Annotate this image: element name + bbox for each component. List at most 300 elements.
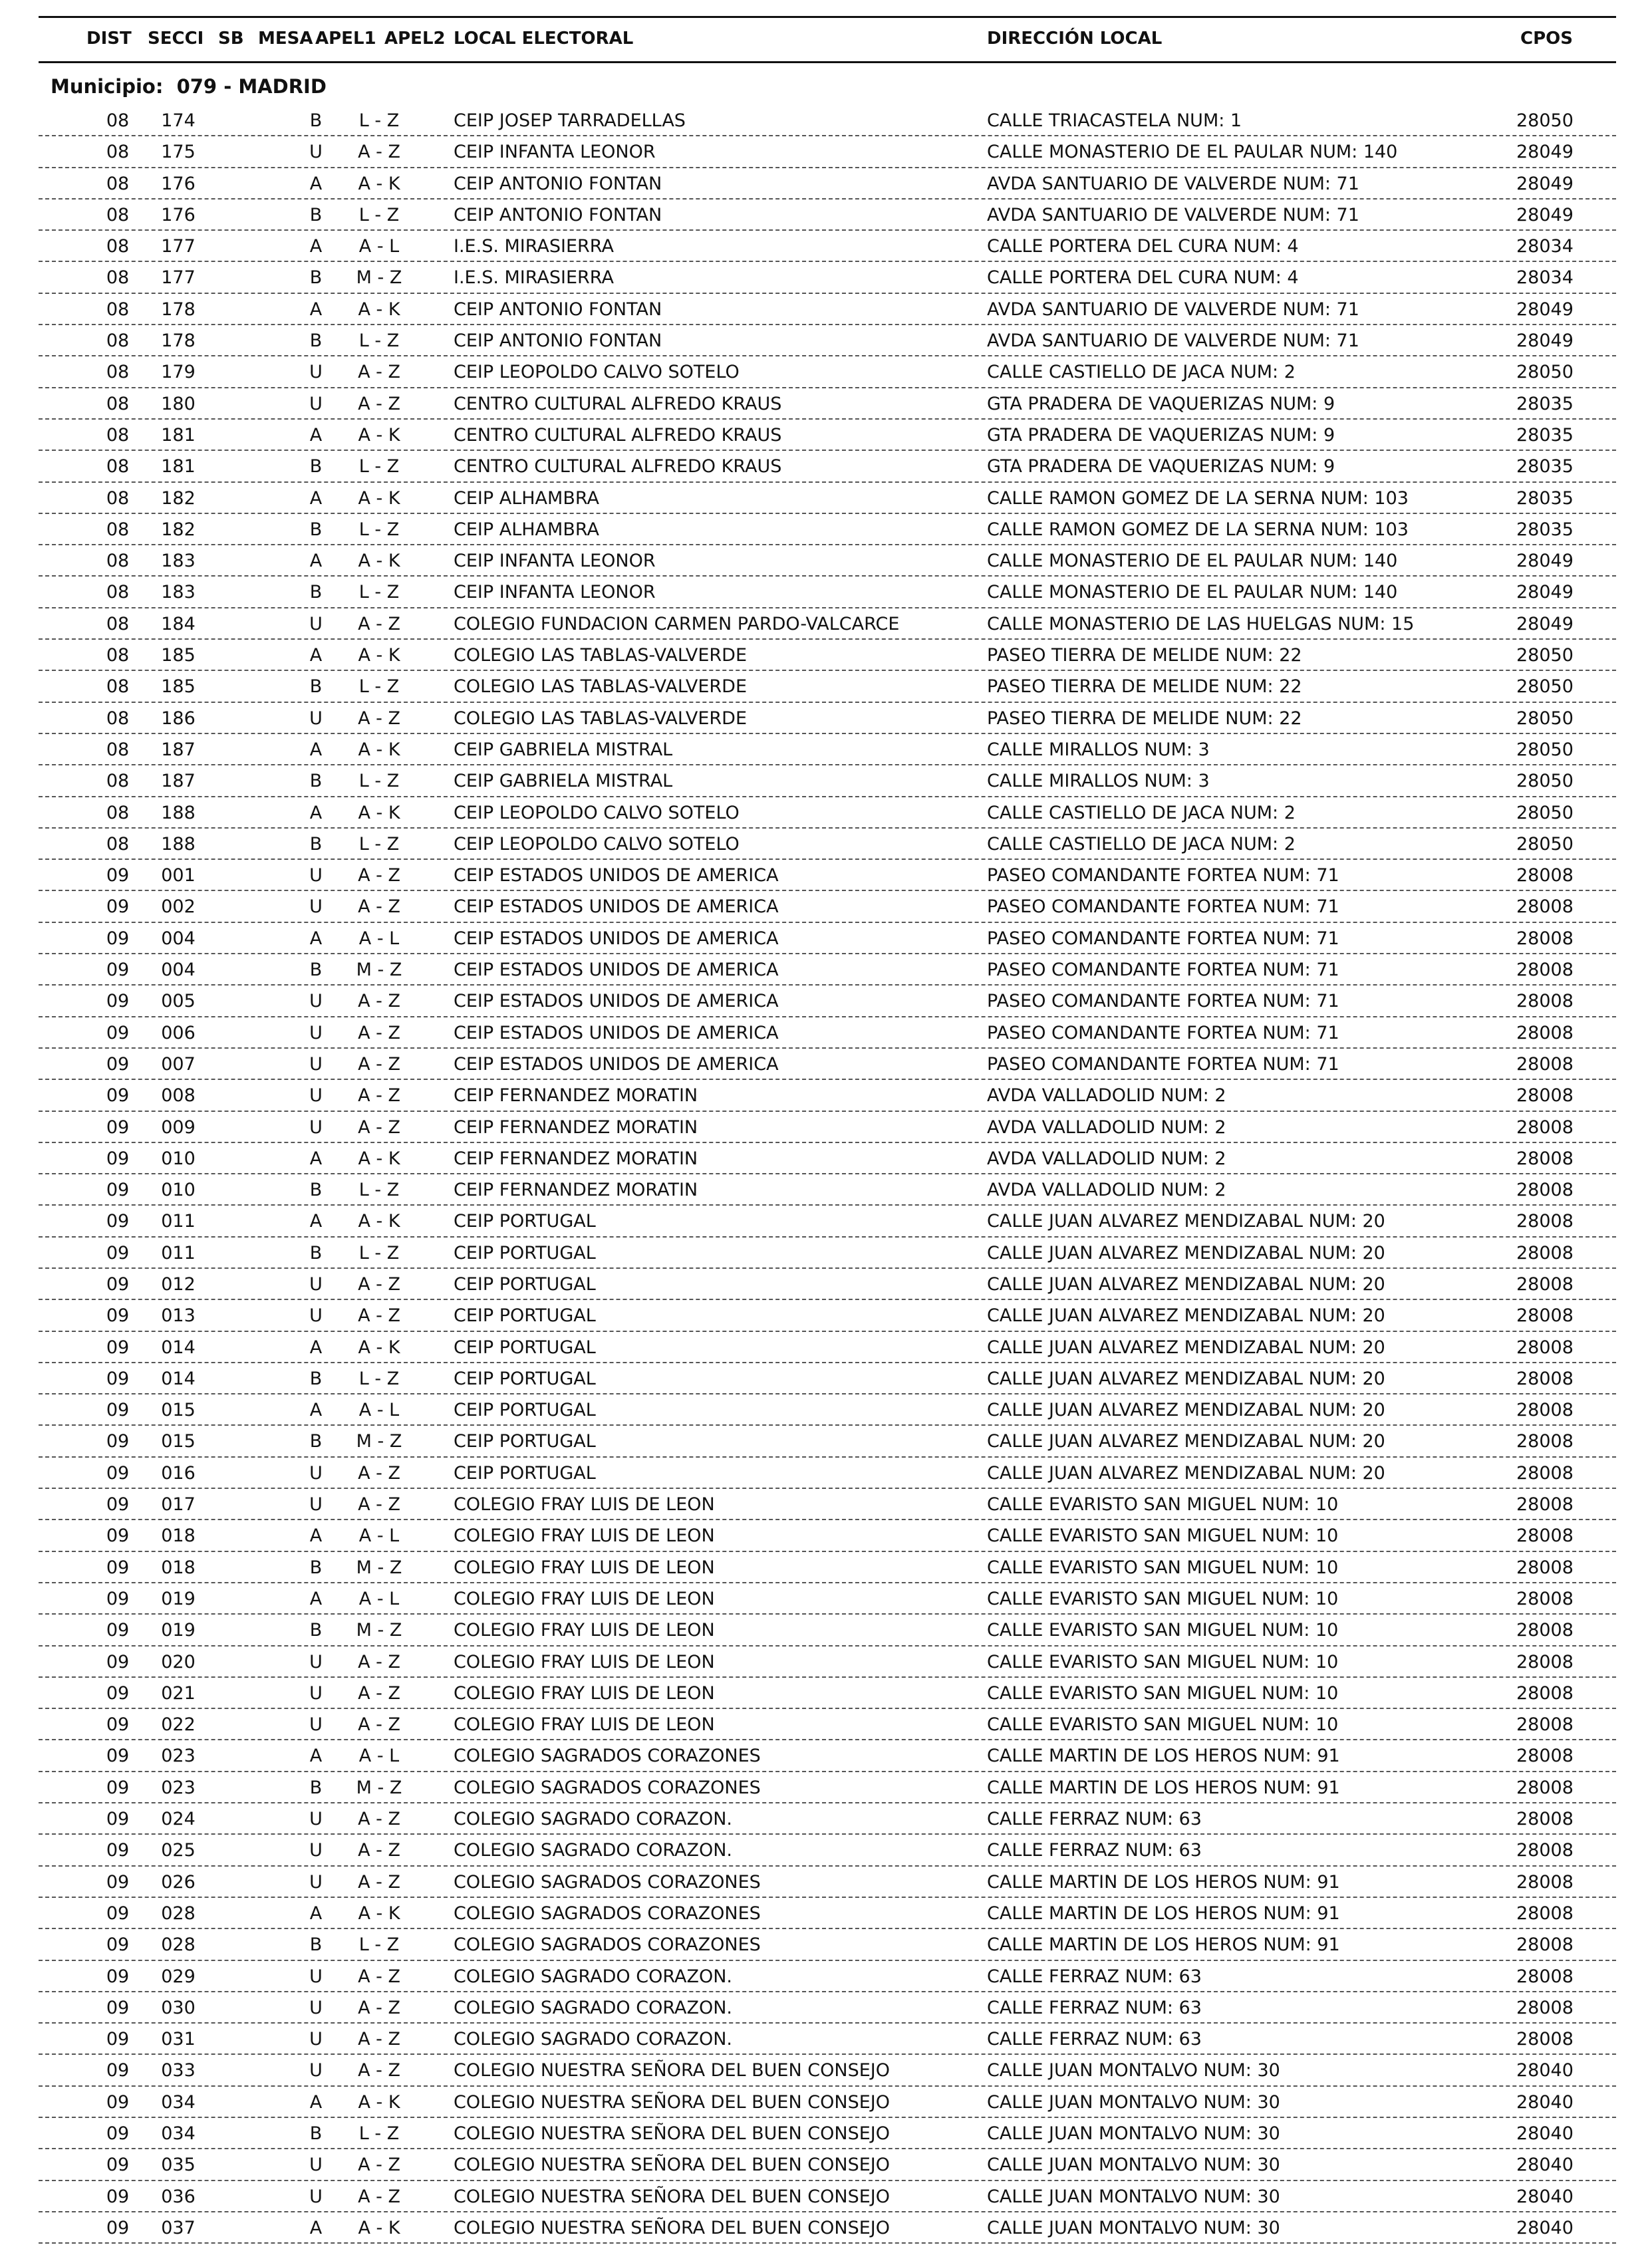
cell-mesa: A [309, 487, 323, 509]
cell-secci: 176 [161, 173, 196, 194]
cell-cpos: 28008 [1516, 1903, 1574, 1924]
cell-cpos: 28050 [1516, 645, 1574, 666]
cell-secci: 187 [161, 771, 196, 792]
cell-direccion: CALLE MONASTERIO DE EL PAULAR NUM: 140 [987, 142, 1398, 163]
cell-mesa: A [309, 424, 323, 446]
cell-dist: 09 [106, 1053, 130, 1075]
cell-secci: 017 [161, 1494, 196, 1516]
table-row [39, 1363, 1616, 1394]
cell-secci: 182 [161, 519, 196, 540]
table-row [39, 1740, 1616, 1772]
cell-secci: 179 [161, 362, 196, 383]
table-row [39, 1332, 1616, 1363]
cell-local: CEIP ESTADOS UNIDOS DE AMERICA [454, 1022, 779, 1043]
cell-mesa: A [309, 2091, 323, 2113]
cell-local: CEIP ANTONIO FONTAN [454, 330, 662, 352]
cell-apel: L - Z [358, 519, 400, 540]
cell-secci: 034 [161, 2123, 196, 2144]
cell-mesa: A [309, 802, 323, 823]
cell-apel: A - Z [358, 1117, 400, 1138]
cell-direccion: GTA PRADERA DE VAQUERIZAS NUM: 9 [987, 393, 1335, 414]
table-row [39, 577, 1616, 608]
cell-local: COLEGIO SAGRADO CORAZON. [454, 1809, 733, 1830]
cell-local: CEIP ALHAMBRA [454, 519, 599, 540]
cell-direccion: CALLE MONASTERIO DE LAS HUELGAS NUM: 15 [987, 613, 1415, 634]
cell-cpos: 28008 [1516, 1840, 1574, 1861]
cell-cpos: 28035 [1516, 487, 1574, 509]
cell-mesa: B [309, 833, 323, 855]
table-row [39, 356, 1616, 388]
header-local-electoral: LOCAL ELECTORAL [454, 29, 634, 49]
cell-secci: 182 [161, 487, 196, 509]
cell-secci: 014 [161, 1368, 196, 1389]
cell-direccion: PASEO COMANDANTE FORTEA NUM: 71 [987, 960, 1339, 981]
table-row [39, 1394, 1616, 1426]
cell-dist: 09 [106, 1682, 130, 1704]
cell-apel: A - K [358, 1337, 400, 1358]
cell-secci: 004 [161, 960, 196, 981]
cell-secci: 010 [161, 1148, 196, 1169]
cell-direccion: CALLE JUAN ALVAREZ MENDIZABAL NUM: 20 [987, 1211, 1385, 1232]
cell-cpos: 28008 [1516, 1180, 1574, 1201]
cell-dist: 09 [106, 1997, 130, 2018]
table-row [39, 1803, 1616, 1835]
cell-local: COLEGIO FRAY LUIS DE LEON [454, 1714, 715, 1736]
cell-local: COLEGIO SAGRADO CORAZON. [454, 1966, 733, 1987]
cell-apel: A - Z [358, 1809, 400, 1830]
cell-secci: 183 [161, 582, 196, 603]
cell-dist: 09 [106, 1934, 130, 1956]
cell-local: CEIP LEOPOLDO CALVO SOTELO [454, 833, 740, 855]
cell-secci: 016 [161, 1462, 196, 1484]
cell-dist: 08 [106, 613, 130, 634]
cell-apel: A - Z [358, 1494, 400, 1516]
cell-apel: A - K [358, 739, 400, 760]
cell-cpos: 28008 [1516, 1148, 1574, 1169]
cell-mesa: B [309, 1242, 323, 1263]
cell-local: CEIP LEOPOLDO CALVO SOTELO [454, 802, 740, 823]
cell-cpos: 28050 [1516, 802, 1574, 823]
cell-cpos: 28008 [1516, 1966, 1574, 1987]
cell-cpos: 28008 [1516, 991, 1574, 1012]
cell-cpos: 28008 [1516, 2029, 1574, 2050]
cell-dist: 09 [106, 1273, 130, 1295]
cell-apel: A - K [358, 299, 400, 320]
cell-dist: 08 [106, 236, 130, 257]
cell-secci: 178 [161, 330, 196, 352]
cell-direccion: CALLE PORTERA DEL CURA NUM: 4 [987, 236, 1299, 257]
cell-local: CEIP PORTUGAL [454, 1305, 596, 1327]
cell-apel: L - Z [358, 1180, 400, 1201]
cell-dist: 08 [106, 519, 130, 540]
cell-apel: A - Z [358, 1651, 400, 1672]
cell-mesa: U [309, 1714, 323, 1736]
cell-direccion: CALLE EVARISTO SAN MIGUEL NUM: 10 [987, 1494, 1339, 1516]
cell-secci: 023 [161, 1746, 196, 1767]
cell-cpos: 28040 [1516, 2155, 1574, 2176]
cell-direccion: CALLE JUAN ALVAREZ MENDIZABAL NUM: 20 [987, 1368, 1385, 1389]
cell-local: CEIP JOSEP TARRADELLAS [454, 110, 686, 131]
header-bottom-rule [39, 61, 1616, 63]
cell-mesa: A [309, 2217, 323, 2238]
cell-secci: 024 [161, 1809, 196, 1830]
cell-apel: A - Z [358, 1871, 400, 1893]
cell-mesa: U [309, 1997, 323, 2018]
cell-direccion: AVDA SANTUARIO DE VALVERDE NUM: 71 [987, 204, 1359, 225]
cell-mesa: U [309, 1966, 323, 1987]
header-dist: DIST [86, 29, 132, 49]
cell-cpos: 28008 [1516, 1494, 1574, 1516]
cell-dist: 08 [106, 110, 130, 131]
cell-cpos: 28008 [1516, 1997, 1574, 2018]
cell-mesa: B [309, 1180, 323, 1201]
cell-direccion: CALLE JUAN MONTALVO NUM: 30 [987, 2123, 1280, 2144]
table-row [39, 703, 1616, 734]
cell-direccion: CALLE FERRAZ NUM: 63 [987, 1809, 1202, 1830]
cell-direccion: CALLE EVARISTO SAN MIGUEL NUM: 10 [987, 1682, 1339, 1704]
table-row [39, 1583, 1616, 1615]
cell-cpos: 28008 [1516, 1462, 1574, 1484]
cell-secci: 177 [161, 236, 196, 257]
cell-secci: 026 [161, 1871, 196, 1893]
cell-dist: 09 [106, 1337, 130, 1358]
cell-cpos: 28049 [1516, 330, 1574, 352]
cell-secci: 015 [161, 1431, 196, 1452]
cell-mesa: U [309, 613, 323, 634]
cell-local: COLEGIO NUESTRA SEÑORA DEL BUEN CONSEJO [454, 2060, 890, 2081]
cell-apel: A - Z [358, 991, 400, 1012]
header-mesa: MESA [258, 29, 313, 49]
cell-direccion: CALLE PORTERA DEL CURA NUM: 4 [987, 267, 1299, 289]
cell-apel: A - Z [358, 2155, 400, 2176]
cell-dist: 08 [106, 551, 130, 572]
table-row [39, 1143, 1616, 1174]
cell-apel: A - Z [358, 1462, 400, 1484]
cell-mesa: U [309, 1651, 323, 1672]
cell-dist: 09 [106, 896, 130, 918]
cell-apel: L - Z [358, 1934, 400, 1956]
cell-cpos: 28049 [1516, 204, 1574, 225]
cell-direccion: AVDA SANTUARIO DE VALVERDE NUM: 71 [987, 173, 1359, 194]
cell-local: COLEGIO FRAY LUIS DE LEON [454, 1651, 715, 1672]
cell-apel: L - Z [358, 330, 400, 352]
cell-mesa: U [309, 1462, 323, 1484]
cell-cpos: 28008 [1516, 1053, 1574, 1075]
cell-direccion: CALLE CASTIELLO DE JACA NUM: 2 [987, 833, 1296, 855]
cell-direccion: CALLE FERRAZ NUM: 63 [987, 1966, 1202, 1987]
cell-cpos: 28008 [1516, 1117, 1574, 1138]
cell-secci: 021 [161, 1682, 196, 1704]
table-row [39, 640, 1616, 671]
cell-local: CEIP PORTUGAL [454, 1337, 596, 1358]
cell-direccion: CALLE CASTIELLO DE JACA NUM: 2 [987, 362, 1296, 383]
cell-dist: 09 [106, 991, 130, 1012]
cell-local: CEIP INFANTA LEONOR [454, 551, 656, 572]
cell-secci: 185 [161, 676, 196, 698]
cell-mesa: A [309, 1148, 323, 1169]
cell-direccion: AVDA VALLADOLID NUM: 2 [987, 1117, 1226, 1138]
cell-apel: A - Z [358, 2186, 400, 2207]
cell-dist: 08 [106, 487, 130, 509]
cell-cpos: 28008 [1516, 1368, 1574, 1389]
table-row [39, 829, 1616, 860]
cell-secci: 019 [161, 1588, 196, 1609]
cell-dist: 09 [106, 1746, 130, 1767]
table-row [39, 1017, 1616, 1049]
cell-apel: A - Z [358, 708, 400, 729]
cell-direccion: CALLE JUAN ALVAREZ MENDIZABAL NUM: 20 [987, 1431, 1385, 1452]
cell-apel: A - Z [358, 1053, 400, 1075]
cell-cpos: 28034 [1516, 267, 1574, 289]
cell-secci: 176 [161, 204, 196, 225]
table-row [39, 1898, 1616, 1929]
cell-local: CEIP ESTADOS UNIDOS DE AMERICA [454, 896, 779, 918]
cell-dist: 08 [106, 173, 130, 194]
table-row [39, 514, 1616, 545]
cell-mesa: A [309, 236, 323, 257]
cell-dist: 09 [106, 1117, 130, 1138]
cell-dist: 08 [106, 739, 130, 760]
cell-direccion: CALLE RAMON GOMEZ DE LA SERNA NUM: 103 [987, 519, 1409, 540]
cell-cpos: 28035 [1516, 519, 1574, 540]
cell-apel: A - K [358, 551, 400, 572]
municipio-value: 079 - MADRID [176, 75, 327, 98]
cell-mesa: B [309, 1620, 323, 1641]
cell-mesa: A [309, 645, 323, 666]
cell-local: COLEGIO FRAY LUIS DE LEON [454, 1588, 715, 1609]
cell-dist: 08 [106, 267, 130, 289]
cell-secci: 014 [161, 1337, 196, 1358]
cell-mesa: U [309, 1494, 323, 1516]
cell-secci: 015 [161, 1400, 196, 1421]
cell-cpos: 28008 [1516, 928, 1574, 949]
municipio-label: Municipio: [51, 75, 164, 98]
cell-apel: M - Z [356, 1777, 402, 1798]
cell-cpos: 28035 [1516, 393, 1574, 414]
cell-apel: A - Z [358, 1305, 400, 1327]
cell-cpos: 28040 [1516, 2060, 1574, 2081]
cell-secci: 185 [161, 645, 196, 666]
cell-cpos: 28008 [1516, 1273, 1574, 1295]
header-secci: SECCI [148, 29, 204, 49]
cell-direccion: CALLE JUAN ALVAREZ MENDIZABAL NUM: 20 [987, 1400, 1385, 1421]
cell-local: CEIP PORTUGAL [454, 1211, 596, 1232]
cell-mesa: U [309, 142, 323, 163]
cell-secci: 005 [161, 991, 196, 1012]
cell-apel: A - Z [358, 1714, 400, 1736]
cell-local: CEIP ANTONIO FONTAN [454, 173, 662, 194]
cell-cpos: 28008 [1516, 1337, 1574, 1358]
cell-secci: 007 [161, 1053, 196, 1075]
table-row [39, 231, 1616, 262]
table-row [39, 1489, 1616, 1520]
cell-local: CEIP ESTADOS UNIDOS DE AMERICA [454, 960, 779, 981]
table-row [39, 1867, 1616, 1898]
cell-cpos: 28035 [1516, 456, 1574, 477]
cell-apel: L - Z [358, 771, 400, 792]
cell-secci: 013 [161, 1305, 196, 1327]
cell-apel: A - L [358, 1525, 400, 1547]
cell-dist: 09 [106, 1494, 130, 1516]
cell-direccion: CALLE TRIACASTELA NUM: 1 [987, 110, 1242, 131]
cell-dist: 09 [106, 1305, 130, 1327]
cell-local: CENTRO CULTURAL ALFREDO KRAUS [454, 393, 782, 414]
cell-local: COLEGIO SAGRADO CORAZON. [454, 1840, 733, 1861]
cell-apel: M - Z [356, 267, 402, 289]
cell-secci: 180 [161, 393, 196, 414]
cell-secci: 022 [161, 1714, 196, 1736]
cell-cpos: 28049 [1516, 613, 1574, 634]
cell-dist: 09 [106, 1525, 130, 1547]
cell-local: CEIP ESTADOS UNIDOS DE AMERICA [454, 865, 779, 886]
table-row [39, 1269, 1616, 1300]
cell-local: COLEGIO NUESTRA SEÑORA DEL BUEN CONSEJO [454, 2217, 890, 2238]
cell-direccion: CALLE MARTIN DE LOS HEROS NUM: 91 [987, 1746, 1340, 1767]
cell-local: CEIP INFANTA LEONOR [454, 582, 656, 603]
cell-mesa: A [309, 1746, 323, 1767]
table-row [39, 1992, 1616, 2024]
cell-direccion: CALLE CASTIELLO DE JACA NUM: 2 [987, 802, 1296, 823]
cell-direccion: CALLE FERRAZ NUM: 63 [987, 2029, 1202, 2050]
cell-direccion: PASEO TIERRA DE MELIDE NUM: 22 [987, 676, 1302, 698]
cell-cpos: 28008 [1516, 1022, 1574, 1043]
cell-dist: 09 [106, 1588, 130, 1609]
cell-secci: 186 [161, 708, 196, 729]
cell-direccion: CALLE JUAN ALVAREZ MENDIZABAL NUM: 20 [987, 1242, 1385, 1263]
table-row [39, 986, 1616, 1017]
cell-dist: 09 [106, 1557, 130, 1578]
cell-secci: 012 [161, 1273, 196, 1295]
cell-apel: A - Z [358, 1840, 400, 1861]
cell-cpos: 28050 [1516, 771, 1574, 792]
cell-dist: 09 [106, 1714, 130, 1736]
cell-mesa: U [309, 2060, 323, 2081]
cell-local: COLEGIO NUESTRA SEÑORA DEL BUEN CONSEJO [454, 2186, 890, 2207]
cell-secci: 008 [161, 1085, 196, 1107]
cell-local: COLEGIO FRAY LUIS DE LEON [454, 1682, 715, 1704]
cell-mesa: U [309, 1022, 323, 1043]
table-row [39, 1238, 1616, 1269]
cell-secci: 018 [161, 1525, 196, 1547]
cell-mesa: B [309, 519, 323, 540]
cell-direccion: AVDA VALLADOLID NUM: 2 [987, 1148, 1226, 1169]
cell-dist: 08 [106, 833, 130, 855]
cell-local: CEIP ESTADOS UNIDOS DE AMERICA [454, 1053, 779, 1075]
cell-mesa: B [309, 1431, 323, 1452]
cell-apel: A - Z [358, 896, 400, 918]
cell-direccion: CALLE JUAN MONTALVO NUM: 30 [987, 2091, 1280, 2113]
cell-mesa: A [309, 1211, 323, 1232]
cell-secci: 035 [161, 2155, 196, 2176]
cell-apel: A - L [358, 1588, 400, 1609]
cell-secci: 178 [161, 299, 196, 320]
cell-cpos: 28049 [1516, 299, 1574, 320]
cell-cpos: 28008 [1516, 1085, 1574, 1107]
table-row [39, 2181, 1616, 2212]
cell-local: CEIP ANTONIO FONTAN [454, 204, 662, 225]
table-row [39, 1049, 1616, 1080]
cell-dist: 09 [106, 1431, 130, 1452]
table-row [39, 545, 1616, 577]
cell-direccion: CALLE EVARISTO SAN MIGUEL NUM: 10 [987, 1620, 1339, 1641]
table-row [39, 1080, 1616, 1111]
table-row [39, 765, 1616, 797]
cell-local: CEIP GABRIELA MISTRAL [454, 739, 673, 760]
cell-apel: A - K [358, 2091, 400, 2113]
cell-local: CEIP ESTADOS UNIDOS DE AMERICA [454, 928, 779, 949]
cell-dist: 09 [106, 865, 130, 886]
cell-apel: L - Z [358, 1242, 400, 1263]
cell-dist: 08 [106, 708, 130, 729]
table-row [39, 199, 1616, 231]
cell-local: COLEGIO SAGRADO CORAZON. [454, 2029, 733, 2050]
table-row [39, 420, 1616, 451]
cell-secci: 033 [161, 2060, 196, 2081]
cell-direccion: CALLE MARTIN DE LOS HEROS NUM: 91 [987, 1903, 1340, 1924]
table-row [39, 451, 1616, 482]
cell-secci: 029 [161, 1966, 196, 1987]
cell-direccion: PASEO TIERRA DE MELIDE NUM: 22 [987, 708, 1302, 729]
cell-secci: 030 [161, 1997, 196, 2018]
cell-apel: A - Z [358, 1022, 400, 1043]
cell-dist: 09 [106, 2029, 130, 2050]
cell-direccion: CALLE MIRALLOS NUM: 3 [987, 739, 1210, 760]
cell-cpos: 28040 [1516, 2186, 1574, 2207]
cell-local: CEIP FERNANDEZ MORATIN [454, 1117, 698, 1138]
table-row [39, 891, 1616, 922]
cell-direccion: AVDA VALLADOLID NUM: 2 [987, 1180, 1226, 1201]
cell-dist: 09 [106, 1148, 130, 1169]
cell-cpos: 28050 [1516, 110, 1574, 131]
cell-direccion: PASEO COMANDANTE FORTEA NUM: 71 [987, 896, 1339, 918]
cell-cpos: 28008 [1516, 1431, 1574, 1452]
cell-direccion: CALLE JUAN MONTALVO NUM: 30 [987, 2060, 1280, 2081]
cell-direccion: CALLE EVARISTO SAN MIGUEL NUM: 10 [987, 1588, 1339, 1609]
cell-mesa: A [309, 1903, 323, 1924]
cell-direccion: PASEO COMANDANTE FORTEA NUM: 71 [987, 865, 1339, 886]
cell-dist: 09 [106, 1871, 130, 1893]
cell-mesa: B [309, 1777, 323, 1798]
cell-direccion: PASEO COMANDANTE FORTEA NUM: 71 [987, 991, 1339, 1012]
cell-apel: L - Z [358, 2123, 400, 2144]
cell-apel: M - Z [356, 1431, 402, 1452]
table-row [39, 2055, 1616, 2086]
cell-mesa: B [309, 204, 323, 225]
cell-dist: 08 [106, 142, 130, 163]
cell-dist: 09 [106, 2060, 130, 2081]
cell-secci: 188 [161, 833, 196, 855]
cell-mesa: B [309, 960, 323, 981]
cell-mesa: A [309, 173, 323, 194]
cell-direccion: AVDA SANTUARIO DE VALVERDE NUM: 71 [987, 330, 1359, 352]
cell-dist: 08 [106, 393, 130, 414]
cell-apel: A - K [358, 645, 400, 666]
cell-secci: 037 [161, 2217, 196, 2238]
cell-dist: 08 [106, 645, 130, 666]
cell-secci: 183 [161, 551, 196, 572]
cell-apel: A - K [358, 1903, 400, 1924]
cell-direccion: CALLE JUAN MONTALVO NUM: 30 [987, 2155, 1280, 2176]
cell-cpos: 28008 [1516, 1620, 1574, 1641]
cell-local: I.E.S. MIRASIERRA [454, 267, 614, 289]
cell-direccion: PASEO TIERRA DE MELIDE NUM: 22 [987, 645, 1302, 666]
cell-apel: A - L [358, 1400, 400, 1421]
cell-apel: A - Z [358, 865, 400, 886]
cell-cpos: 28008 [1516, 1714, 1574, 1736]
table-row [39, 797, 1616, 829]
cell-mesa: U [309, 1682, 323, 1704]
cell-apel: A - Z [358, 613, 400, 634]
